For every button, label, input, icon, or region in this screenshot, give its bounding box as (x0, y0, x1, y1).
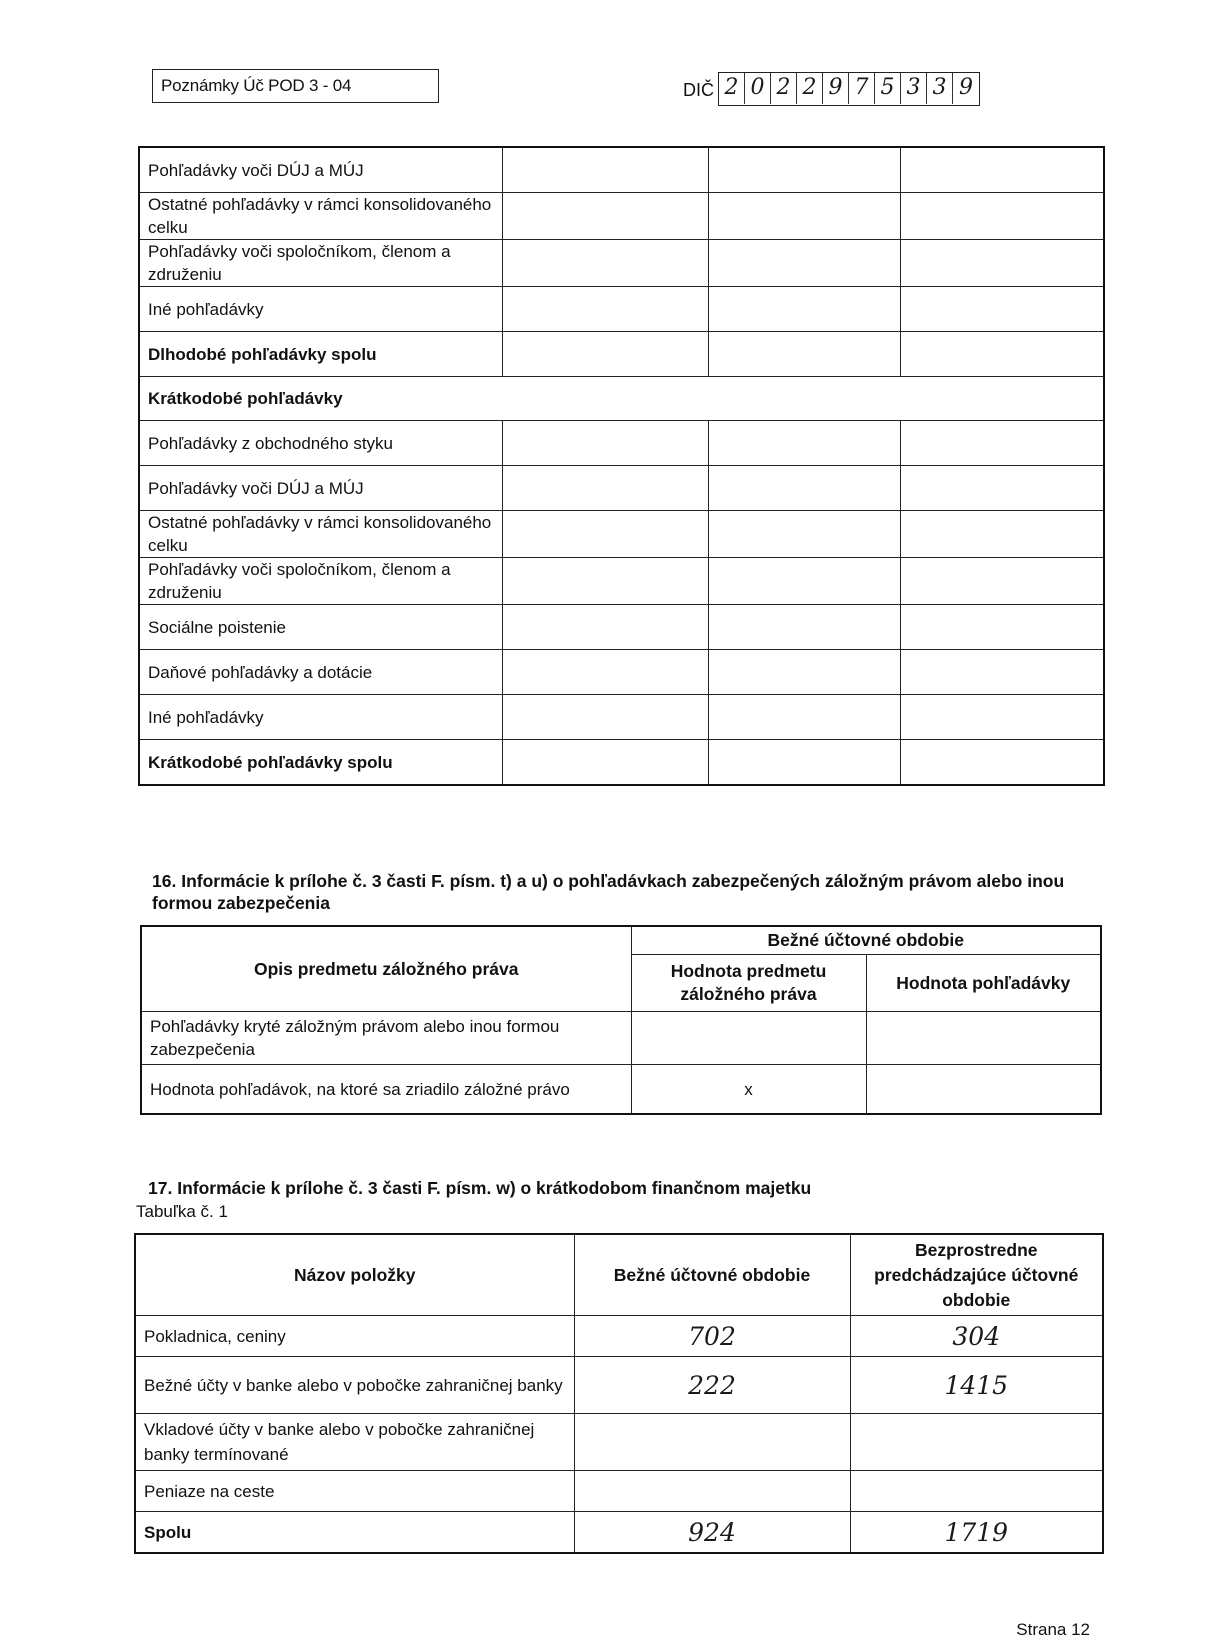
table-row (141, 1012, 1101, 1065)
section-row (139, 377, 1104, 421)
row-label: Ostatné pohľadávky v rámci konsolidovaného celku (139, 511, 502, 558)
table-row (139, 511, 1104, 558)
row-label: Iné pohľadávky (139, 695, 502, 740)
short-total-label: Krátkodobé pohľadávky spolu (139, 740, 502, 786)
table-row (139, 466, 1104, 511)
col-header-previous: Bezprostredne predchádzajúce účtovné obdobie (850, 1234, 1103, 1316)
row-label: Pokladnica, ceniny (135, 1316, 574, 1357)
dic-digit: 5 (875, 73, 901, 104)
previous-value: 304 (850, 1316, 1103, 1357)
total-current-value: 924 (574, 1512, 850, 1554)
table-row (135, 1357, 1103, 1414)
row-label: Ostatné pohľadávky v rámci konsolidovaného celku (139, 193, 502, 240)
table-row (139, 147, 1104, 193)
long-total-label: Dlhodobé pohľadávky spolu (139, 332, 502, 377)
section16-heading (152, 870, 1102, 914)
table-row (141, 1065, 1101, 1115)
table-row (139, 332, 1104, 377)
dic-label: DIČ (683, 80, 714, 100)
col-header-desc: Opis predmetu záložného práva (141, 926, 631, 1012)
section17-heading (148, 1178, 811, 1199)
row-label: Peniaze na ceste (135, 1471, 574, 1512)
table-row (139, 605, 1104, 650)
row-label: Pohľadávky voči DÚJ a MÚJ (139, 147, 502, 193)
col-header-pledge-value: Hodnota predmetu záložného práva (631, 955, 866, 1012)
section17-number: 17. (148, 1178, 173, 1198)
previous-value (850, 1471, 1103, 1512)
dic-digit: 2 (797, 73, 823, 104)
total-previous-value: 1719 (850, 1512, 1103, 1554)
current-value: 222 (574, 1357, 850, 1414)
section16-title: Informácie k prílohe č. 3 časti F. písm. t) a u) o pohľadávkach zabezpečených záložným právom alebo inou formou zabezpečenia (152, 871, 1065, 913)
dic-digit: 2 (719, 73, 745, 104)
total-label: Spolu (135, 1512, 574, 1554)
dic-digit: 9 (959, 75, 973, 100)
table-row (139, 650, 1104, 695)
dic-digit: 0 (745, 73, 771, 104)
row-label: Pohľadávky voči spoločníkom, členom a združeniu (139, 240, 502, 287)
col-header-name: Názov položky (135, 1234, 574, 1316)
table-row (139, 695, 1104, 740)
table-row (139, 558, 1104, 605)
table-row (135, 1414, 1103, 1471)
form-label: Poznámky Úč POD 3 - 04 (152, 69, 439, 103)
table-row (139, 287, 1104, 332)
row-label: Daňové pohľadávky a dotácie (139, 650, 502, 695)
current-value (574, 1471, 850, 1512)
short-section-label: Krátkodobé pohľadávky (139, 377, 1104, 421)
dic-digit: 3 (927, 73, 953, 104)
table-caption: Tabuľka č. 1 (136, 1202, 228, 1221)
financial-assets-table (134, 1233, 1104, 1554)
table-row (135, 1316, 1103, 1357)
previous-value (850, 1414, 1103, 1471)
row-label: Sociálne poistenie (139, 605, 502, 650)
page-number: Strana 12 (1016, 1620, 1090, 1639)
table-row (135, 1512, 1103, 1554)
row-label: Iné pohľadávky (139, 287, 502, 332)
pledge-table (140, 925, 1102, 1115)
row-label: Bežné účty v banke alebo v pobočke zahraničnej banky (135, 1357, 574, 1414)
col-header-period: Bežné účtovné obdobie (631, 926, 1101, 955)
row-label: Pohľadávky voči DÚJ a MÚJ (139, 466, 502, 511)
row-label: Hodnota pohľadávok, na ktoré sa zriadilo záložné právo (141, 1065, 631, 1115)
table-row (139, 421, 1104, 466)
row-label: Pohľadávky z obchodného styku (139, 421, 502, 466)
table-row (139, 240, 1104, 287)
dic-field (718, 72, 980, 106)
section17-title: Informácie k prílohe č. 3 časti F. písm. w) o krátkodobom finančnom majetku (177, 1178, 812, 1198)
row-label: Vkladové účty v banke alebo v pobočke zahraničnej banky termínované (135, 1414, 574, 1471)
col-header-receivable-value: Hodnota pohľadávky (866, 955, 1101, 1012)
section16-number: 16. (152, 871, 177, 891)
dic-digit: 3 (901, 73, 927, 104)
previous-value: 1415 (850, 1357, 1103, 1414)
receivables-table (138, 146, 1105, 786)
row-label: Pohľadávky kryté záložným právom alebo inou formou zabezpečenia (141, 1012, 631, 1065)
not-applicable-mark: x (631, 1065, 866, 1115)
dic-digit: 9 (823, 73, 849, 104)
current-value (574, 1414, 850, 1471)
table-row (139, 193, 1104, 240)
table-row (135, 1471, 1103, 1512)
current-value: 702 (574, 1316, 850, 1357)
table-row (139, 740, 1104, 786)
dic-digit: 2 (771, 73, 797, 104)
col-header-current: Bežné účtovné obdobie (574, 1234, 850, 1316)
dic-digit: 7 (849, 73, 875, 104)
row-label: Pohľadávky voči spoločníkom, členom a združeniu (139, 558, 502, 605)
